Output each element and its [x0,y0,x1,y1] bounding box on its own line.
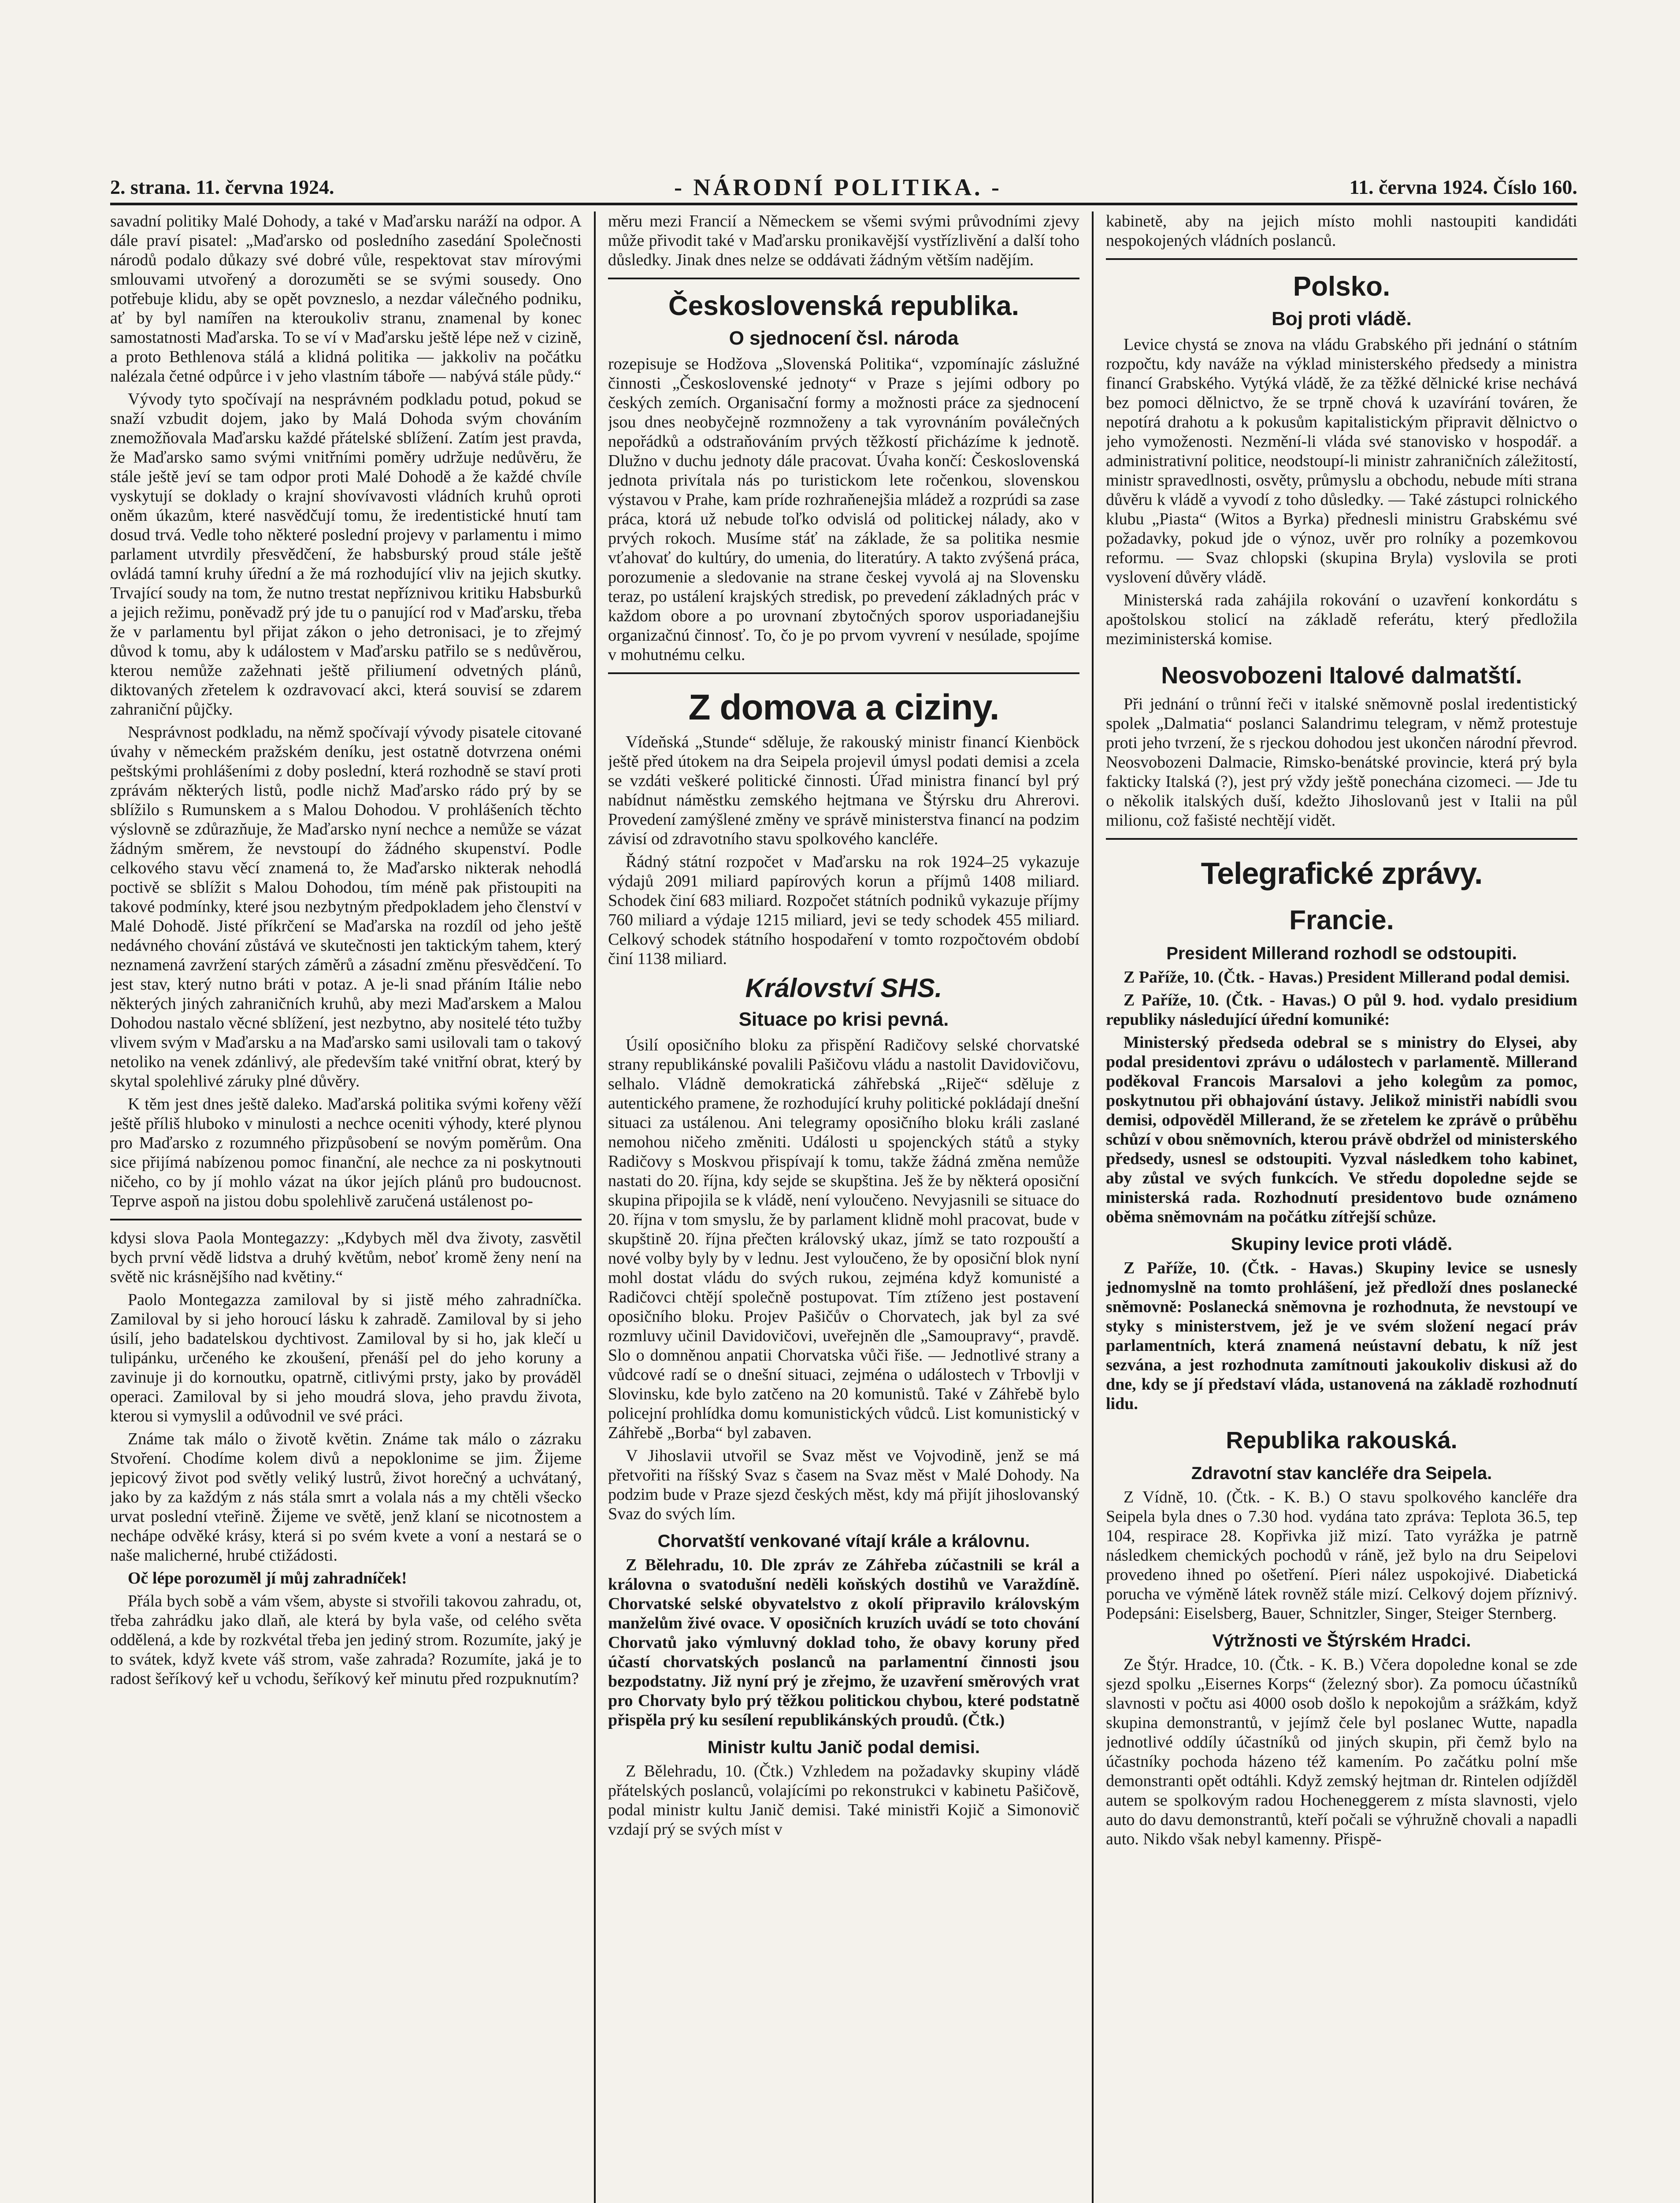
article-paragraph: Vývody tyto spočívají na nesprávném podkladu potud, pokud se snaží vzbudit dojem, jako by Malá Dohoda svým chováním znemožňovala Maďarsku každé přátelské sblížení. Zatím jest pravda, že Maďarsko samo svými vnitřními poměry udržuje nedůvěru, že stále ještě jeví se tam odpor proti Malé Dohodě a že každé chvíle vyskytují se doklady o krajní shovívavosti vládních kruhů oproti oněm úkazům, které nasvědčují tomu, že iredentistické hnutí tam dosud trvá. Vedle toho některé poslední projevy v parlamentu i mimo parlament utvrdily přesvědčení, že habsburský proud stále ještě ovládá tamní kruhy úřední a že má rozhodující vliv na jejich skutky. Trvající soudy na tom, že nutno trestat nepříznivou kritiku Habsburků a jejich režimu, poněvadž prý jde tu o panující rod v Maďarsku, třeba že v parlamentu byl přijat zákon o jeho detronisaci, je to zřejmý důvod k tomu, aby k událostem v Maďarsku patřilo se s nedůvěrou, kterou nemůže zažehnati ještě přiliumení odvetných plánů, diktovaných zřetelem k ozdravovací akci, která souvisí se zdarem zahraniční půjčky. [110,390,582,719]
column-2 [608,211,1079,2203]
header-page-date: 2. strana. 11. června 1924. [110,176,334,198]
feuilleton-paragraph: Paolo Montegazza zamiloval by si jistě mého zahradníčka. Zamiloval by si jeho horoucí lásku k zahradě. Zamiloval by si jeho úsilí, jeho badatelskou dychtivost. Zamiloval by si ho, jak klečí u tulipánku, určeného ke zkoušení, přenáší pel do jeho koruny a zavinuje ji do kornoutku, opatrně, citlivými prsty, jako by prováděl operaci. Zamiloval by si jeho moudrá slova, jeho pravdu života, kterou si vymyslil a odůvodnil ve své práci. [110,1291,582,1425]
feuilleton-paragraph: kdysi slova Paola Montegazzy: „Kdybych měl dva životy, zasvětil bych první vědě lidstva a druhý květům, neboť kromě ženy není na světě nic krásnějšího nad květiny.“ [110,1229,582,1286]
article-headline: Chorvatští venkované vítají krále a královnu. [657,1532,1030,1551]
article-paragraph: Vídeňská „Stunde“ sděluje, že rakouský ministr financí Kienböck ještě před útokem na dra Seipela projevil úmysl podati demisi a zcela se vzdáti veškeré politické činnosti. Úřad ministra financí byl prý nabídnut náměstku zemského hejtmana ve Štýrsku dru Ahrerovi. Provedení zamýšlené změny ve správě ministerstva financí na podzim závisí od zdravotního stavu spolkového kancléře. [608,733,1079,848]
section-divider [1106,258,1577,260]
article-paragraph: Z Paříže, 10. (Čtk. - Havas.) O půl 9. hod. vydalo presidium republiky následující úřední komuniké: [1106,991,1577,1029]
article-paragraph: kabinetě, aby na jejich místo mohli nastoupiti kandidáti nespokojených vládních poslanců. [1106,212,1577,250]
article-paragraph: rozepisuje se Hodžova „Slovenská Politika“, vzpomínajíc záslužné činnosti „Československé jednoty“ v Praze s jejími odbory po českých zemích. Organisační formy a možnosti práce za sjednocení jsou dnes neobyčejně rozmnoženy a tak vyrovnáním poválečných nepořádků a odstraňováním prvých těžkostí přicházíme k jednotě. Dlužno v duchu jednoty dále pracovat. Úvaha končí: Československá jednota privítala nás po turistickom lete ročenkou, slovenskou výstavou v Prahe, kam príde rozhraňenejšia mládež a rozprúdi sa zase práca, ktorá už nebude toľko odvislá od politickej nálady, ako v prvých rokoch. Musíme stáť na základe, že sa politika nesmie vťahovať do kultúry, do umenia, do literatúry. A takto zvýšená práca, porozumenie a sledovanie na strane českej vyvolá aj na Slovensku teraz, po ustálení krajských stredisk, po prevedení základných prác v každom obore a po urovnaní zbytočných sporov usporiadanejšiu organizačnú činnosť. To, čo je po prvom vyvrení v nesúlade, spojíme v mohutnému celku. [608,355,1079,664]
feuilleton-paragraph: Přála bych sobě a vám všem, abyste si stvořili takovou zahradu, ot, třeba zahrádku jako dlaň, ale která by byla vaše, od celého světa oddělená, a kde by rozkvétal třeba jen jediný strom. Rozumíte, jaký je to svátek, když kvete váš strom, vaše zahrada? Rozumíte, jaká je to radost šeříkový keř u vchodu, šeříkový keř minutu před rozpuknutím? [110,1592,582,1688]
feuilleton-paragraph: Oč lépe porozuměl jí můj zahradníček! [128,1569,407,1587]
article-paragraph: měru mezi Francií a Německem se všemi svými průvodními zjevy může přivodit také v Maďarsku pronikavější vystřízlivění a další toho důsledky. Jinak dnes nelze se oddávati žádným větším nadějím. [608,212,1079,269]
article-headline: Boj proti vládě. [1272,308,1412,330]
article-paragraph: savadní politiky Malé Dohody, a také v Maďarsku naráží na odpor. A dále praví pisatel: „Maďarsko od posledního zasedání Společnosti národů podalo důkazy své dobré vůle, respektovat stav mírovými smlouvami utvořený a dorozuměti se se svými sousedy. Ono potřebuje klidu, aby se opět povzneslo, a nezdar válečného podniku, ať by byl namířen na kteroukoliv stranu, znamenal by konec samostatnosti Maďarska. To se ví v Maďarsku ještě lépe než v cizině, a proto Bethlenova stálá a klidná politika — jakkoliv na počátku nalézala četné odpůrce i v jeho vlastním táboře — nabývá stále půdy.“ [110,212,582,386]
section-heading: Neosvobozeni Italové dalmatští. [1161,662,1522,689]
section-divider [608,672,1079,674]
article-headline: President Millerand rozhodl se odstoupiti. [1166,944,1517,963]
subsection-heading: Francie. [1289,905,1394,935]
article-paragraph: Úsilí oposičního bloku za přispění Radičovy selské chorvatské strany republikánské povalili Pašičovu vládu a nastolit Davidovičovu, selhalo. Vládně demokratická záhřebská „Riječ“ sděluje z autentického pramene, že rozhodující kruhy politické pokládají dnešní situaci za ustálenou. Ani telegramy oposičního bloku králi zaslané nemohou ničeho změniti. Události u spojenckých států a styky Radičovy s Moskvou přispívají k tomu, takže žádná změna nemůže nastati do 20. října, kdy sejde se skupština. Ješ že by některá oposiční skupina připojila se k vládě, není vyloučeno. Nevyjasnili se situace do 20. října v tom smyslu, že by parlament klidně mohl pracovat, bude v skupštině 20. října přečten královský ukaz, jímž se tato rozpouští a nové volby byly by v lednu. Jest vyloučeno, že by oposiční blok nyní mohl dostat vládu do svých rukou, zejména když komunisté a Radičovci chtějí společně postupovat. Tím ztíženo jest postavení oposičního bloku. Projev Pašičův o Chorvatech, jak byl za své rozmluvy učinil Davidovičovi, uveřejněn dle „Samoupravy“, pravdě. Slo o domněnou anpatii Chorvatska vůči řiše. — Jednotlivé strany a vůdcové radí se o dnešní situaci, zejména o událostech v Trbovlji v Slovinsku, kde bylo zatčeno na 20 komunistů. Také v Záhřebě bylo policejní prohlídka domu komunistických vůdců. List komunistický v Záhřebě „Borba“ byl zabaven. [608,1036,1079,1442]
article-paragraph: Z Bělehradu, 10. (Čtk.) Vzhledem na požadavky skupiny vládě přátelských poslanců, volajícími po rekonstrukci v kabinetu Pašičově, podal ministr kultu Janič demisi. Také ministři Kojič a Simonovič vzdají prý se svých míst v [608,1762,1079,1839]
article-paragraph: K těm jest dnes ještě daleko. Maďarská politika svými kořeny věží ještě příliš hluboko v minulosti a nechce oceniti výhody, které plynou pro Maďarsko z rozumného přizpůsobení se novým poměrům. Ona sice přijímá nabízenou pomoc finanční, ale nechce za ni poskytnouti ničeho, co by jí mohlo vázat na úkor jejích plánů pro budoucnost. Teprve aspoň na jistou dobu spolehlivě zaručená ustálenost po- [110,1095,582,1210]
section-heading: Z domova a ciziny. [688,687,999,727]
section-heading: Československá republika. [668,291,1020,321]
section-divider [608,278,1079,279]
article-paragraph: Z Paříže, 10. (Čtk. - Havas.) President Millerand podal demisi. [1124,968,1570,987]
article-paragraph: V Jihoslavii utvořil se Svaz měst ve Vojvodině, jenž se má přetvořiti na říšský Svaz s časem na Svaz měst v Malé Dohody. Na podzim bude v Praze sjezd českých měst, kdy má přijít jihoslovanský Svaz do svých lím. [608,1446,1079,1523]
article-paragraph: Ministerský předseda odebral se s ministry do Elysei, aby podal presidentovi zprávu o událostech v parlamentě. Millerand poděkoval Francois Marsalovi a jeho kolegům za pomoc, poskytnutou při obhajování ústavy. Jelikož ministři nabídli svou demisi, odpověděl Millerand, že se zřetelem ke zprávě o průběhu schůzí v obou sněmovních, kterou právě obdržel od ministerského předsedy, usnesl se odstoupiti. Vyzval následkem toho kabinet, aby zůstal ve svých funkcích. Ve středu dopoledne sejde se ministerská rada. Rozhodnutí presidentovo bude oznámeno oběma sněmovnám na počátku zítřejší schůze. [1106,1033,1577,1226]
article-paragraph: Při jednání o trůnní řeči v italské sněmovně poslal iredentistický spolek „Dalmatia“ poslanci Salandrimu telegram, v němž protestuje proti jeho tvrzení, že s rjeckou dohodou jest ukončen národní převrod. Neosvobozeni Dalmacie, Rimsko-benátské provincie, která prý byla fakticky Italská (?), jest prý vždy ještě ponechána cizomeci. — Jde tu o několik italských duší, kdežto Jihoslovanů jest v Italii na půl milionu, což fašisté nechtějí vidět. [1106,695,1577,830]
article-headline: Ministr kultu Janič podal demisi. [708,1738,980,1757]
article-headline: O sjednocení čsl. národa [729,327,959,349]
article-paragraph: Nesprávnost podkladu, na němž spočívají vývody pisatele citované úvahy v německém pražském deníku, jest ostatně dotvrzena onémi peštskými prohlášeními z doby poslední, která rozhodně se staví proti zprávám některých listů, podle nichž Maďarsko rádo prý by se sblížilo s Rumunskem a s Malou Dohodou. V prohlášeních těchto výslovně se zdůrazňuje, že Maďarsko nyní nechce a nemůže se vázat žádným směrem, že nevstoupí do žádného skupenství. Podle celkového stavu věcí znamená to, že Maďarsko nikterak nehodlá poctivě se sblížit s Malou Dohodou, tím méně pak přistoupiti na takové podmínky, které jsou nezbytným předpokladem jeho členství v Malé Dohodě. Jisté příkrčení se Maďarska na rozdíl od jeho ještě nedávného chování zůstává ve skutečnosti jen taktickým tahem, který neznamená zavržení starých záměrů a zásadní změnu přesvědčení. To jest stav, který nutno bráti v potaz. A je-li snad přáním Itálie nebo některých jiných zahraničních kruhů, aby mezi Maďarskem a Malou Dohodou nastalo věcné sblížení, jest nezbytno, aby nositelé této tužby vlivem svým v Maďarsku a na Maďarsko sami usilovali tam o takový netoliko na venek zdánlivý, ale především také vnitřní obrat, který by skytal spolehlivé záruky plné důvěry. [110,723,582,1090]
feuilleton-paragraph: Známe tak málo o životě květin. Známe tak málo o zázraku Stvoření. Chodíme kolem divů a nepoklonime se jim. Žijeme jepicový život pod světly veliký lustrů, život horečný a uchvátaný, jako by za každým z nás stála smrt a volala nás a my chtěli všecko urvat poslední vteřině. Žijeme ve světě, jenž klaní se nicotnostem a nechápe odvěké krásy, která si po svém kvete a voní a nestará se o naše malicherné, hrubé ctižádosti. [110,1430,582,1565]
article-paragraph: Ministerská rada zahájila rokování o uzavření konkordátu s apoštolskou stolicí na základě referátu, který předložila meziministerská komise. [1106,591,1577,648]
article-paragraph: Ze Štýr. Hradce, 10. (Čtk. - K. B.) Včera dopoledne konal se zde sjezd spolku „Eisernes Korps“ (železný sbor). Za pomocu účastníků slavnosti v počtu asi 4000 osob došlo k nepokojům a srážkám, když skupina demonstrantů, v jejímž čele byl poslanec Wutte, napadla jednotlivé oddíly účastníků od jiných skupin, při čemž bylo na účastníky pochoda házeno též kamením. Po začátku polní mše demonstranti opět odtáhli. Když zemský hejtman dr. Rintelen odjížděl autem se spolkovým radou Hocheneggerem z místa slavnosti, vjelo auto do davu demonstrantů, kteří počali se výhružně chovali a napadli auto. Nikdo však nebyl kamenny. Přispě- [1106,1655,1577,1848]
section-divider [1106,838,1577,840]
article-headline: Výtržnosti ve Štýrském Hradci. [1212,1631,1471,1650]
article-paragraph: Z Vídně, 10. (Čtk. - K. B.) O stavu spolkového kancléře dra Seipela byla dnes o 7.30 hod. vydána tato zpráva: Teplota 36.5, tep 104, respirace 28. Kopřivka již mizí. Tato vyrážka je patrně následkem chemických pochodů v ráně, jež bylo na dru Seipelovi provedeno ihned po ošetření. Píeri nález uspokojivé. Diabetická porucha ve výměně látek rovněž stále mizí. Celkový dojem příznivý. Podepsáni: Eiselsberg, Bauer, Schnitzler, Singer, Steiger Sternberg. [1106,1488,1577,1623]
section-heading: Polsko. [1293,271,1391,302]
header-issue-number: 11. června 1924. Číslo 160. [1349,176,1577,198]
article-paragraph: Řádný státní rozpočet v Maďarsku na rok 1924–25 vykazuje výdajů 2091 miliard papírových korun a příjmů 1408 miliard. Schodek činí 683 miliard. Rozpočet státních podniků vykazuje příjmy 760 miliard a výdaje 1215 miliard, jevi se tedy schodek 455 miliard. Celkový schodek státního hospodaření v tomto rozpočtovém období činí 1138 miliard. [608,853,1079,968]
masthead-title: - NÁRODNÍ POLITIKA. - [674,174,1002,200]
feuilleton-divider [110,1219,582,1220]
article-paragraph: Z Paříže, 10. (Čtk. - Havas.) Skupiny levice se usnesly jednomyslně na tomto prohlášení, jež předloží dnes poslanecké sněmovně: Poslanecká sněmovna je rozhodnuta, že nevstoupí ve styky s ministerstvem, jež je ve svém složení negací práv parlamentních, která znamená neústavní debatu, k níž jest sezvána, a jest rozhodnuta zamítnouti jakoukoliv diskusi až do dne, kdy se jí představí vláda, ustanovená na základě rozhodnutí lidu. [1106,1259,1577,1413]
article-headline: Skupiny levice proti vládě. [1231,1235,1453,1254]
section-heading: Království SHS. [745,973,942,1003]
article-paragraph: Z Bělehradu, 10. Dle zpráv ze Záhřeba zúčastnili se král a královna o svatodušní neděli koňských dostihů ve Varaždíně. Chorvatské selské obyvatelstvo z okolí připravilo královským manželům živé ovace. V oposičních kruzích uvádí se toto chování Chorvatů jako výmluvný doklad toho, že obavy koruny před účastí chorvatských poslanců na parlamentní činnosti jsou bezpodstatny. Již nyní prý je zřejmo, že uzavření směrových vrat pro Chorvaty bylo prý těžkou politickou chybou, které podstatně přispěla prý ku sesílení republikánských proudů. (Čtk.) [608,1556,1079,1729]
column-1 [110,211,582,2203]
article-headline: Situace po krisi pevná. [738,1009,949,1030]
column-divider [594,211,596,2203]
column-divider [1092,211,1094,2203]
newspaper-page [110,167,1577,2203]
article-headline: Zdravotní stav kancléře dra Seipela. [1191,1464,1492,1483]
page-header [110,167,1577,205]
section-heading: Telegrafické zprávy. [1201,856,1483,890]
subsection-heading: Republika rakouská. [1226,1427,1457,1454]
article-paragraph: Levice chystá se znova na vládu Grabského při jednání o státním rozpočtu, kdy naváže na výklad ministerského předsedy a ministra financí Grabského. Vytýká vládě, že za těžké dělnické krise nechává bez pomoci dělnictvo, že se trpně chová k uzavírání továren, že nepotírá drahotu a k pokusům kapitalistickým připravit dělnictvo o jeho vymoženosti. Nezmění-li vláda své stanovisko v hospodář. a administrativní politice, neodstoupí-li ministr zahraničních záležitostí, ministr spravedlnosti, osvěty, průmyslu a obchodu, nebude míti strana důvěru k vládě a vyvodí z toho důsledky. — Také zástupci rolnického klubu „Piasta“ (Witos a Byrka) přednesli ministru Grabskému své požadavky, pokud jde o výnoz, uvěr pro rolníky a pozemkovou reformu. — Svaz chlopski (skupina Bryla) vyslovila se proti vyslovení důvěry vládě. [1106,335,1577,586]
column-3 [1106,211,1577,2203]
